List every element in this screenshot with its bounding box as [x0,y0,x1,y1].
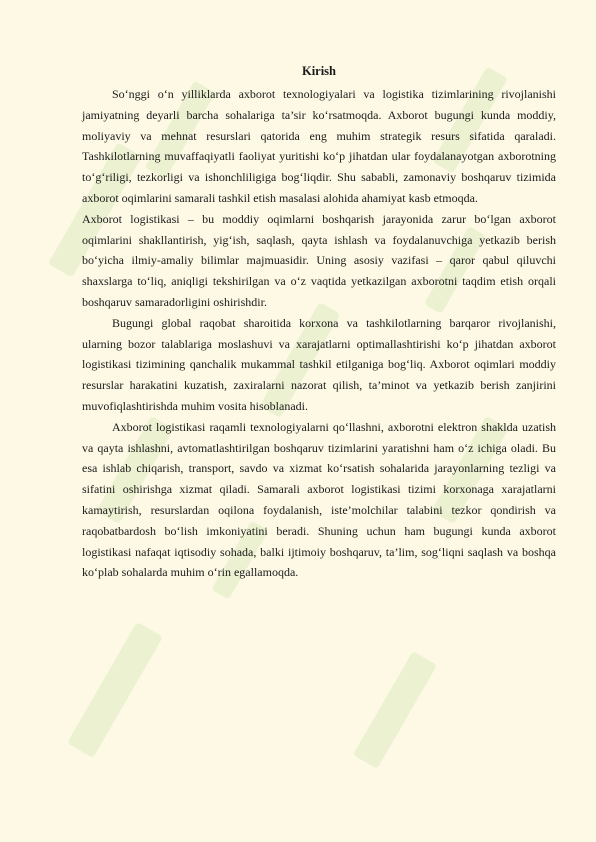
paragraph-3: Bugungi global raqobat sharoitida korxona va tashkilotlarning barqaror rivojlanishi, ularning bozor talablariga moslashuvi va xarajatlarni optimallashtirishi ko‘p jihatdan axborot logistikasi tizimining qanchalik mukammal tashkil etilganiga bog‘liq. Axborot oqimlari moddiy resurslar harakatini kuzatish, zaxiralarni nazorat qilish, ta’minot va yetkazib berish zanjirini muvofiqlashtirishda muhim vosita hisoblanadi. [82,315,556,413]
document-title: Kirish [301,64,337,78]
paragraph-2: Axborot logistikasi – bu moddiy oqimlarni boshqarish jarayonida zarur bo‘lgan axborot oqimlarini shakllantirish, yig‘ish, saqlash, qayta ishlash va foydalanuvchiga yetkazib berish bo‘yicha ilmiy-amaliy bilimlar majmuasidir. Uning asosiy vazifasi – qaror qabul qiluvchi shaxslarga to‘liq, aniqligi tekshirilgan va o‘z vaqtida yetkazilgan axborotni taqdim etish orqali boshqaruv samaradorligini oshirishdir. [82,211,556,309]
paragraph-1: So‘nggi o‘n yilliklarda axborot texnologiyalari va logistika tizimlarining rivojlanishi jamiyatning deyarli barcha sohalariga ta’sir ko‘rsatmoqda. Axborot bugungi kunda moddiy, moliyaviy va mehnat resurslari qatorida eng muhim strategik resurs sifatida qaraladi. Tashkilotlarning muvaffaqiyatli faoliyat yuritishi ko‘p jihatdan ular foydalanayotgan axborotning to‘g‘riligi, tezkorligi va ishonchliligiga bog‘liqdir. Shu sababli, zamonaviy boshqaruv tizimida axborot oqimlarini samarali tashkil etish masalasi alohida ahamiyat kasb etmoqda. [82,87,556,205]
paragraph-4: Axborot logistikasi raqamli texnologiyalarni qo‘llashni, axborotni elektron shaklda uzatish va qayta ishlashni, avtomatlashtirilgan boshqaruv tizimlarini yaratishni ham o‘z ichiga oladi. Bu esa ishlab chiqarish, transport, savdo va xizmat ko‘rsatish sohalarida jarayonlarning tezligi va sifatini oshirishga xizmat qiladi. Samarali axborot logistikasi tizimi korxonaga xarajatlarni kamaytirish, resurslardan oqilona foydalanish, iste’molchilar talabini tezkor qondirish va raqobatbardosh bo‘lish imkoniyatini beradi. Shuning uchun ham bugungi kunda axborot logistikasi nafaqat iqtisodiy sohada, balki ijtimoiy boshqaruv, ta’lim, sog‘liqni saqlash va boshqa ko‘plab sohalarda muhim o‘rin egallamoqda. [82,419,556,580]
document-page [82,62,556,583]
